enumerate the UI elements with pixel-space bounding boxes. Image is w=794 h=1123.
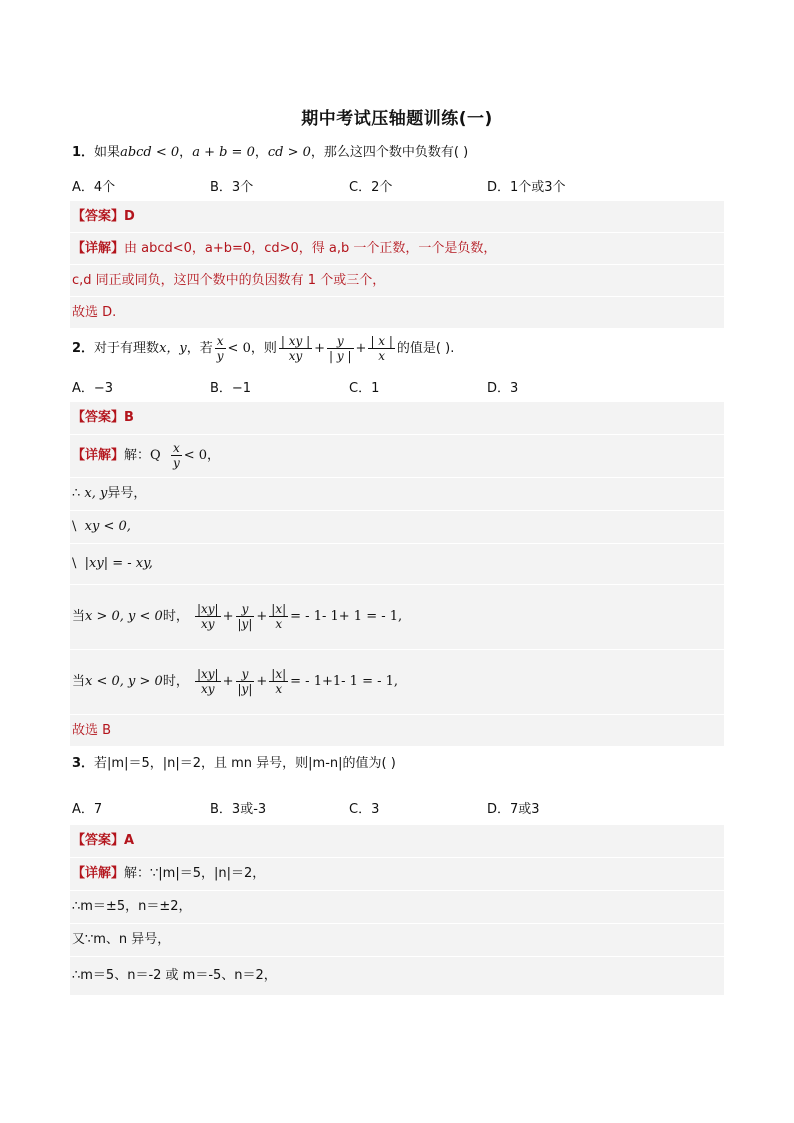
options-1	[72, 176, 732, 196]
question-number: 1．	[72, 145, 95, 160]
fraction: $\frac{|xy|}{xy}$	[196, 602, 219, 631]
answer-box-1	[70, 201, 724, 328]
detail-line: 【详解】解：∵|m|＝5，|n|＝2，	[70, 857, 724, 890]
detail-line: 故选 B	[70, 714, 724, 746]
page-title: 期中考试压轴题训练(一)	[301, 109, 493, 129]
answer-box-2	[70, 402, 724, 746]
detail-line: 当x > 0, y < 0时， $\frac{|xy|}{xy}$ + $\frac{y}{|y|}$ + $\frac{|x|}{x}$ = - 1- 1+ 1 = - 1,	[70, 584, 724, 649]
fraction: $\frac{|x|}{x}$	[271, 667, 287, 696]
fraction: $\frac{y}{| y |}$	[329, 334, 352, 363]
question-number: 2．	[72, 341, 95, 356]
fraction: $\frac{x}{y}$	[216, 334, 224, 363]
detail-line: 又∵m、n 异号，	[70, 923, 724, 956]
question-2: 2．对于有理数x，y，若 $\frac{x}{y}$ < 0，则 $\frac{| xy |}{xy}$ + $\frac{y}{| y |}$ + $\frac{| x |}{x}$ 的值是( ).	[72, 334, 455, 363]
detail-line: c,d 同正或同负，这四个数中的负因数有 1 个或三个，	[70, 264, 724, 296]
question-number: 3．	[72, 756, 95, 771]
fraction: $\frac{| xy |}{xy}$	[280, 334, 311, 363]
fraction: $\frac{|xy|}{xy}$	[196, 667, 219, 696]
option-a: A．4个	[72, 180, 116, 195]
option-a: A．7	[72, 802, 103, 817]
detail-line: 故选 D.	[70, 296, 724, 328]
detail-line: \ xy < 0,	[70, 510, 724, 543]
detail-line: ∴m＝5、n＝-2 或 m＝-5、n＝2，	[70, 956, 724, 995]
options-3	[72, 798, 732, 818]
option-d: D．1个或3个	[487, 180, 566, 195]
answer-value: A	[124, 833, 135, 848]
detail-line: 【详解】解：Q $\frac{x}{y}$ < 0，	[70, 434, 724, 477]
answer-line: 【答案】D	[72, 209, 135, 224]
question-1: 1．如果abcd < 0，a + b = 0，cd > 0，那么这四个数中负数有( )	[72, 145, 469, 160]
detail-line: 当x < 0, y > 0时， $\frac{|xy|}{xy}$ + $\frac{y}{|y|}$ + $\frac{|x|}{x}$ = - 1+1- 1 = - 1,	[70, 649, 724, 714]
answer-line: 【答案】B	[72, 410, 134, 425]
fraction: $\frac{x}{y}$	[172, 441, 180, 470]
option-a: A．−3	[72, 381, 114, 396]
detail-line: ∴m＝±5，n＝±2，	[70, 890, 724, 923]
fraction: $\frac{|x|}{x}$	[271, 602, 287, 631]
option-b: B．3或-3	[210, 802, 267, 817]
answer-box-3	[70, 825, 724, 995]
option-d: D．7或3	[487, 802, 540, 817]
option-c: C．2个	[349, 180, 393, 195]
option-c: C．1	[349, 381, 380, 396]
fraction: $\frac{y}{|y|}$	[237, 667, 253, 696]
answer-value: D	[124, 209, 135, 224]
option-c: C．3	[349, 802, 380, 817]
answer-value: B	[124, 410, 134, 425]
options-2	[72, 377, 732, 397]
option-b: B．−1	[210, 381, 252, 396]
detail-line: 【详解】由 abcd<0，a+b=0，cd>0，得 a,b 一个正数，一个是负数，	[70, 232, 724, 264]
detail-line: \ |xy| = - xy,	[70, 543, 724, 584]
option-d: D．3	[487, 381, 519, 396]
option-b: B．3个	[210, 180, 254, 195]
fraction: $\frac{y}{|y|}$	[237, 602, 253, 631]
answer-line: 【答案】A	[72, 833, 135, 848]
fraction: $\frac{| x |}{x}$	[370, 334, 393, 363]
detail-line: ∴ x, y异号，	[70, 477, 724, 510]
question-3: 3．若|m|＝5，|n|＝2，且 mn 异号，则|m-n|的值为( )	[72, 756, 396, 771]
